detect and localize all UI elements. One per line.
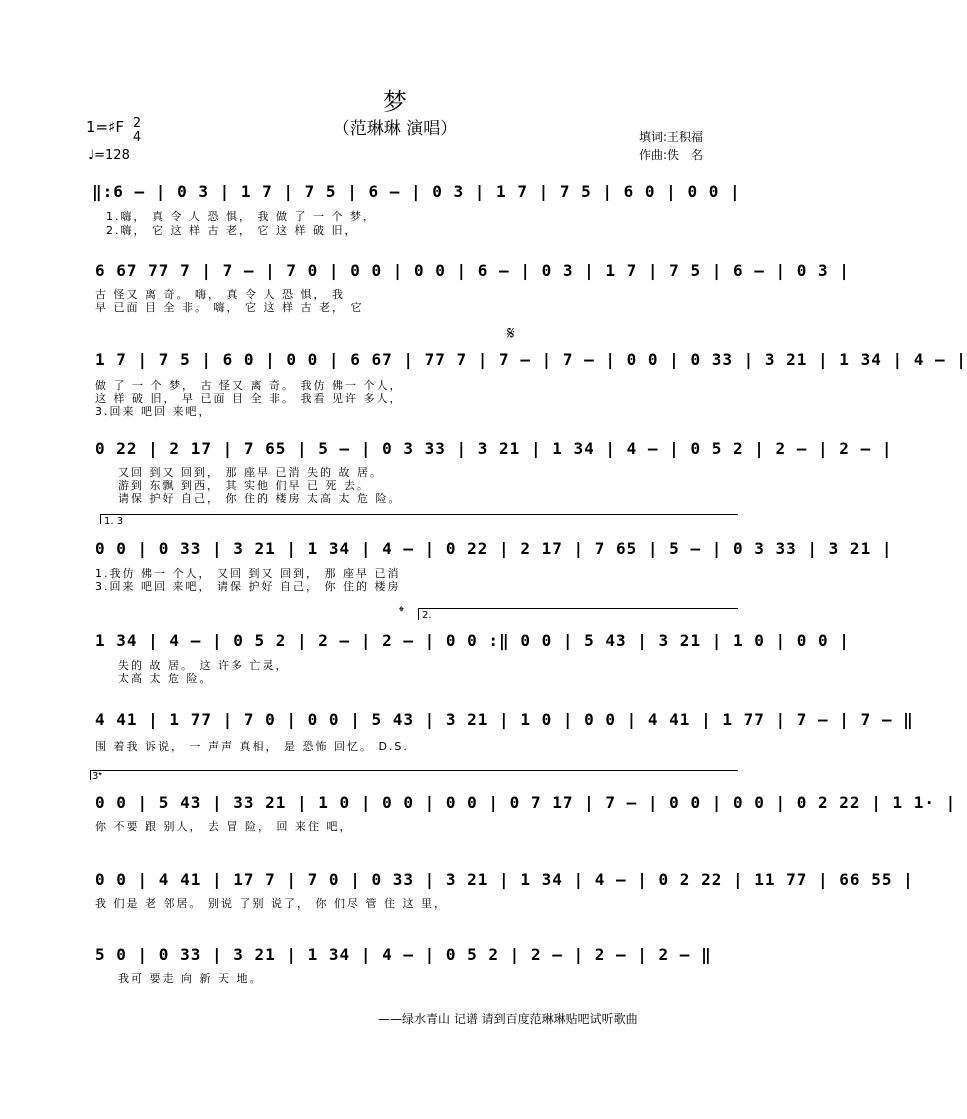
volta-1-tick	[100, 514, 101, 524]
key-signature: 1=♯F	[86, 118, 124, 136]
score-line-6-lyric-1: 失的 故 居。 这 许多 亡灵，	[118, 659, 289, 672]
score-line-6-notes: 1 34 | 4 – | 0 5 2 | 2 – | 2 – | 0 0 :‖ 0 0 | 5 43 | 3 21 | 1 0 | 0 0 |	[95, 631, 850, 650]
volta-1-bracket	[100, 514, 738, 515]
composer-credit: 作曲:佚 名	[639, 148, 704, 162]
volta-2-bracket	[418, 608, 738, 609]
score-line-5-lyric-2: 3.回来 吧回 来吧， 请保 护好 自己， 你 住的 楼房	[95, 580, 401, 593]
volta-1-label: 1. 3	[104, 516, 124, 527]
score-line-5-notes: 0 0 | 0 33 | 3 21 | 1 34 | 4 – | 0 22 | 2 17 | 7 65 | 5 – | 0 3 33 | 3 21 |	[95, 539, 893, 558]
score-line-4-lyric-1: 又回 到又 回到， 那 座早 已消 失的 故 居。	[118, 466, 383, 479]
segno-sign: 𝄋	[507, 323, 515, 344]
score-line-10-lyric-1: 我可 要走 向 新 天 地。	[118, 972, 263, 985]
score-line-6-lyric-2: 太高 太 危 险。	[118, 672, 213, 685]
score-line-3-notes: 1 7 | 7 5 | 6 0 | 0 0 | 6 67 | 77 7 | 7 – | 7 – | 0 0 | 0 33 | 3 21 | 1 34 | 4 – |	[95, 350, 967, 369]
score-line-1-lyric-2: 2.嗨， 它 这 样 古 老， 它 这 样 破 旧，	[106, 224, 358, 237]
coda-sign: 𝄌	[399, 604, 404, 620]
score-line-2-lyric-2: 早 已面 目 全 非。 嗨， 它 这 样 古 老， 它	[95, 301, 364, 314]
score-line-1-lyric-1: 1.嗨， 真 令 人 恐 惧， 我 做 了 一 个 梦，	[106, 210, 376, 223]
score-line-1-notes: ‖:6 – | 0 3 | 1 7 | 7 5 | 6 – | 0 3 | 1 7 | 7 5 | 6 0 | 0 0 |	[92, 182, 741, 201]
score-line-2-notes: 6 67 77 7 | 7 – | 7 0 | 0 0 | 0 0 | 6 – | 0 3 | 1 7 | 7 5 | 6 – | 0 3 |	[95, 261, 850, 280]
volta-2-label: 2.	[422, 610, 432, 621]
score-line-3-lyric-1: 做 了 一 个 梦， 古 怪又 离 奇。 我仿 佛一 个人，	[95, 379, 403, 392]
song-title: 梦	[383, 88, 407, 116]
coda-bracket	[90, 770, 738, 771]
score-line-4-lyric-2: 游到 东飘 到西， 其 实他 们早 已 死 去。	[118, 479, 370, 492]
score-line-7-notes: 4 41 | 1 77 | 7 0 | 0 0 | 5 43 | 3 21 | 1 0 | 0 0 | 4 41 | 1 77 | 7 – | 7 – ‖	[95, 710, 914, 729]
score-line-8-notes: 0 0 | 5 43 | 33 21 | 1 0 | 0 0 | 0 0 | 0 7 17 | 7 – | 0 0 | 0 0 | 0 2 22 | 1 1· |	[95, 793, 957, 812]
score-line-5-lyric-1: 1.我仿 佛一 个人， 又回 到又 回到， 那 座早 已消	[95, 567, 401, 580]
score-line-2-lyric-1: 古 怪又 离 奇。 嗨， 真 令 人 恐 惧， 我	[95, 288, 345, 301]
coda-label: 3𝄌	[92, 771, 102, 782]
score-line-8-lyric-1: 你 不要 跟 别人， 去 冒 险， 回 来住 吧，	[95, 820, 353, 833]
score-line-3-lyric-3: 3.回来 吧回 来吧，	[95, 405, 212, 418]
score-line-9-notes: 0 0 | 4 41 | 17 7 | 7 0 | 0 33 | 3 21 | 1 34 | 4 – | 0 2 22 | 11 77 | 66 55 |	[95, 870, 914, 889]
song-subtitle: （范琳琳 演唱）	[332, 119, 458, 139]
coda-bracket-tick	[90, 770, 91, 780]
score-line-7-lyric-1: 围 着我 诉说， 一 声声 真相， 是 恐怖 回忆。 D.S.	[95, 740, 409, 753]
score-line-4-lyric-3: 请保 护好 自己， 你 住的 楼房 太高 太 危 险。	[118, 492, 402, 505]
score-line-4-notes: 0 22 | 2 17 | 7 65 | 5 – | 0 3 33 | 3 21 | 1 34 | 4 – | 0 5 2 | 2 – | 2 – |	[95, 439, 893, 458]
score-line-3-lyric-2: 这 样 破 旧， 早 已面 目 全 非。 我看 见许 多人，	[95, 392, 403, 405]
score-line-10-notes: 5 0 | 0 33 | 3 21 | 1 34 | 4 – | 0 5 2 | 2 – | 2 – | 2 – ‖	[95, 945, 712, 964]
volta-2-tick	[418, 608, 419, 620]
tempo-mark: ♩=128	[88, 148, 130, 163]
lyricist-credit: 填词:王积福	[639, 130, 704, 144]
time-signature-top: 2	[132, 116, 142, 131]
score-line-9-lyric-1: 我 们是 老 邻居。 别说 了别 说了， 你 们尽 管 住 这 里，	[95, 897, 447, 910]
footer-credit: ——绿水青山 记谱 请到百度范琳琳贴吧试听歌曲	[378, 1012, 638, 1026]
time-signature-bottom: 4	[132, 130, 142, 145]
time-signature	[130, 117, 144, 145]
